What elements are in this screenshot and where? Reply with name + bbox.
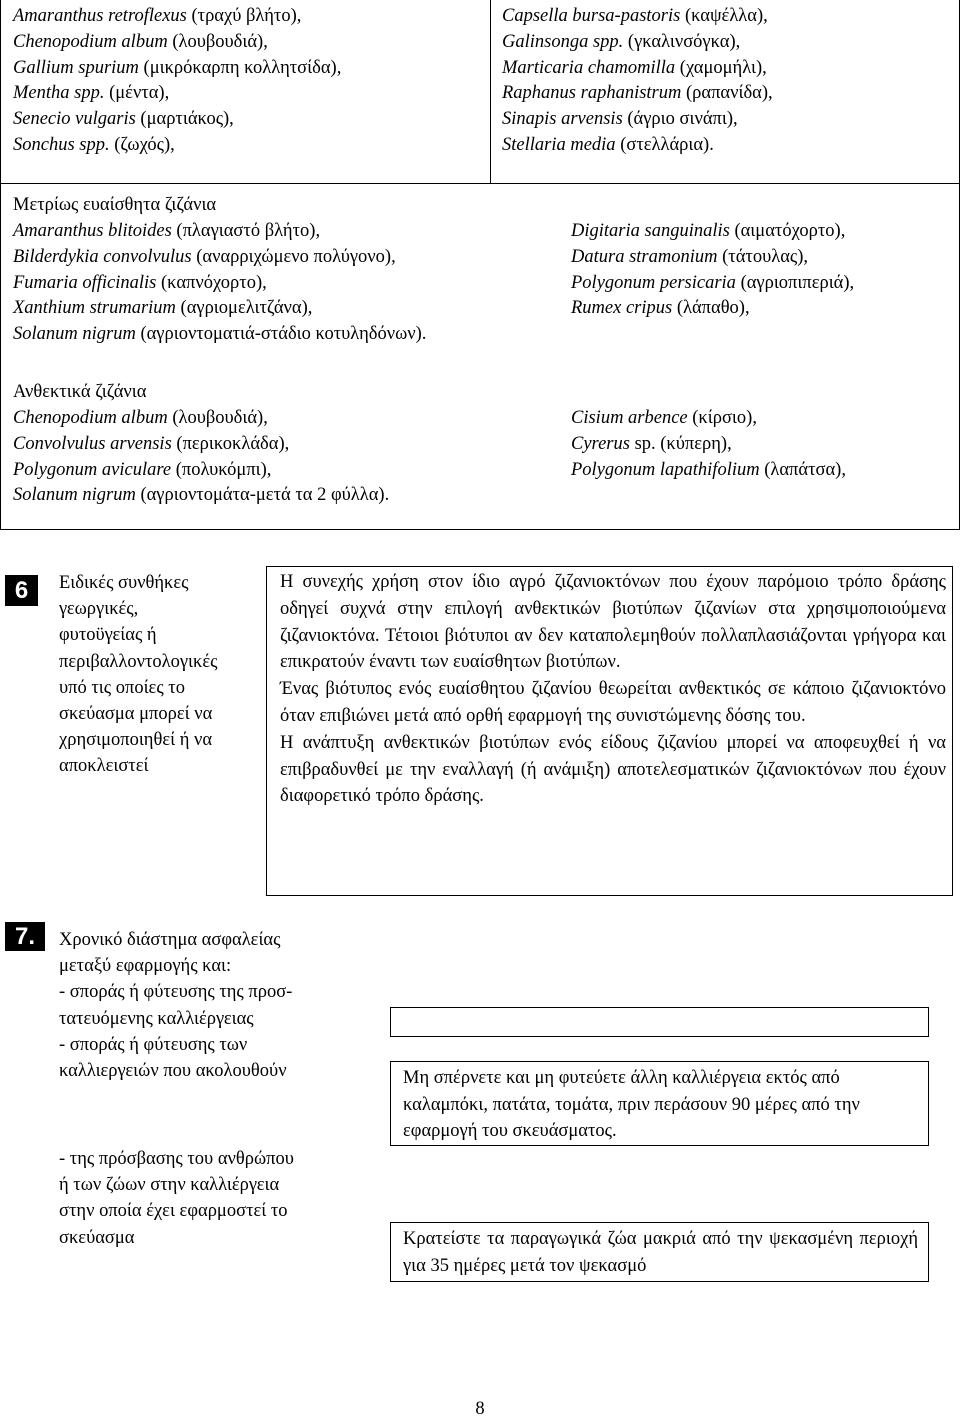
common-name: (αγριομελιτζάνα), — [175, 298, 313, 319]
section-number-6: 6 — [5, 575, 38, 606]
item7-label-line: - σποράς ή φύτευσης της προσ- — [59, 982, 293, 1003]
species-entry — [571, 271, 854, 297]
item7-label-line: τατευόμενης καλλιέργειας — [59, 1008, 254, 1029]
scientific-name: Amaranthus retroflexus — [13, 6, 187, 26]
species-entry — [502, 56, 773, 82]
common-name: (αιματόχορτο), — [729, 221, 846, 241]
scientific-name: Fumaria officinalis — [13, 272, 157, 293]
item7-label-line: Χρονικό διάστημα ασφαλείας — [59, 930, 281, 950]
species-entry — [571, 432, 846, 458]
item7-label-line: σκεύασμα — [59, 1227, 135, 1248]
scientific-name: Raphanus raphanistrum — [502, 83, 682, 104]
scientific-name: Marticaria chamomilla — [502, 57, 676, 78]
species-entry — [13, 81, 341, 107]
item7-label-line: - σποράς ή φύτευσης των — [59, 1034, 248, 1055]
item6-label-line: γεωργικές, — [59, 599, 139, 620]
common-name: sp. (κύπερη), — [629, 433, 732, 454]
scientific-name: Capsella bursa-pastoris — [502, 6, 681, 26]
item7-access-text: Κρατείστε τα παραγωγικά ζώα μακριά από την ψεκασμένη περιοχή για 35 ημέρες μετά τον ψεκασμό — [403, 1229, 918, 1276]
species-entry — [13, 296, 426, 322]
scientific-name: Bilderdykia convolvulus — [13, 246, 192, 267]
species-entry — [13, 458, 389, 484]
scientific-name: Chenopodium album — [13, 31, 168, 52]
common-name: (καψέλλα), — [680, 6, 768, 26]
species-entry — [13, 219, 426, 245]
species-entry — [13, 56, 341, 82]
resistant-weeds-left-list — [13, 406, 389, 509]
scientific-name: Stellaria media — [502, 134, 616, 155]
scientific-name: Convolvulus arvensis — [13, 433, 172, 454]
common-name: (μέντα), — [104, 83, 170, 104]
item7-label-line: - της πρόσβασης του ανθρώπου — [59, 1149, 294, 1169]
scientific-name: Sinapis arvensis — [502, 109, 623, 130]
item7-label-line: καλλιεργειών που ακολουθούν — [59, 1061, 287, 1082]
item6-paragraph-1: Η συνεχής χρήση στον ίδιο αγρό ζιζανιοκτόνων που έχουν παρόμοιο τρόπο δράσης οδηγεί συχνά στην επιλογή ανθεκτικών βιοτύπων ζιζανίων στα χρησιμοποιούμενα ζιζανιοκτόνα. Τέτοιοι βιότυποι αν δεν καταπολεμηθούν πολλαπλασιάζονται γρήγορα και επικρατούν έναντι των ευαίσθητων βιοτύπων. — [280, 572, 946, 673]
scientific-name: Datura stramonium — [571, 246, 718, 267]
species-entry — [13, 107, 341, 133]
scientific-name: Polygonum persicaria — [571, 272, 736, 293]
species-entry — [13, 483, 389, 509]
item7-label-line: ή των ζώων στην καλλιέργεια — [59, 1175, 280, 1196]
common-name: (γκαλινσόγκα), — [623, 31, 741, 52]
scientific-name: Sonchus spp. — [13, 134, 110, 155]
sensitive-weeds-left-list — [13, 4, 341, 159]
common-name: (τάτουλας), — [717, 246, 809, 267]
species-entry — [571, 219, 854, 245]
item7-label-part-b — [59, 1146, 294, 1251]
item7-label-line: μεταξύ εφαρμογής και: — [59, 956, 232, 977]
item6-label-line: Ειδικές συνθήκες — [59, 573, 189, 593]
common-name: (αναρριχώμενο πολύγονο), — [191, 246, 396, 267]
common-name: (μικρόκαρπη κολλητσίδα), — [138, 57, 342, 78]
common-name: (μαρτιάκος), — [135, 109, 234, 130]
scientific-name: Chenopodium album — [13, 408, 168, 428]
species-entry — [502, 4, 773, 30]
item6-label-line: περιβαλλοντολογικές — [59, 651, 218, 672]
item7-empty-box — [390, 1007, 929, 1037]
common-name: (λουβουδιά), — [167, 31, 268, 52]
scientific-name: Digitaria sanguinalis — [571, 221, 730, 241]
scientific-name: Senecio vulgaris — [13, 109, 136, 130]
species-entry — [502, 107, 773, 133]
common-name: (λάπαθο), — [672, 298, 750, 319]
item6-label-line: υπό τις οποίες το — [59, 677, 185, 698]
species-entry — [571, 296, 854, 322]
scientific-name: Cisium arbence — [571, 408, 688, 428]
item6-label-line: αποκλειστεί — [59, 756, 149, 777]
item7-following-crops-text: Μη σπέρνετε και μη φυτεύετε άλλη καλλιέργεια εκτός από καλαμπόκι, πατάτα, τομάτα, πριν περάσουν 90 μέρες από την εφαρμογή του σκευάσματος. — [403, 1068, 860, 1141]
section-number-7: 7. — [5, 922, 45, 951]
moderate-weeds-title: Μετρίως ευαίσθητα ζιζάνια — [13, 195, 217, 215]
scientific-name: Gallium spurium — [13, 57, 139, 78]
common-name: (αγριοντομάτα-μετά τα 2 φύλλα). — [135, 485, 390, 506]
scientific-name: Xanthium strumarium — [13, 298, 176, 319]
common-name: (τραχύ βλήτο), — [186, 6, 302, 26]
item6-label-line: φυτοϋγείας ή — [59, 625, 157, 646]
resistant-weeds-right-list — [571, 406, 846, 483]
item6-text-box — [266, 566, 953, 896]
scientific-name: Galinsonga spp. — [502, 31, 624, 52]
common-name: (λαπάτσα), — [759, 459, 846, 480]
item6-paragraph-3: Η ανάπτυξη ανθεκτικών βιοτύπων ενός είδους ζιζανίου μπορεί να αποφευχθεί ή να επιβραδυνθεί με την εναλλαγή (ή ανάμιξη) αποτελεσματικών ζιζανιοκτόνων που έχουν διαφορετικό τρόπο δράσης. — [280, 732, 946, 807]
common-name: (ζωχός), — [109, 134, 175, 155]
item6-label-line: χρησιμοποιηθεί ή να — [59, 730, 213, 751]
item6-paragraph-2: Ένας βιότυπος ενός ευαίσθητου ζιζανίου θεωρείται ανθεκτικός σε κάποιο ζιζανιοκτόνο όταν επιβιώνει μετά από ορθή εφαρμογή της συνιστώμενης δόσης του. — [280, 679, 946, 726]
item6-label — [59, 570, 217, 780]
item7-label-part-a — [59, 927, 292, 1084]
species-entry — [13, 432, 389, 458]
moderate-weeds-left-list — [13, 219, 426, 348]
item7-access-box — [390, 1222, 929, 1282]
species-entry — [502, 30, 773, 56]
table-row-divider — [0, 183, 960, 184]
scientific-name: Mentha spp. — [13, 83, 105, 104]
item7-label-line: στην οποία έχει εφαρμοστεί το — [59, 1201, 288, 1222]
common-name: (ραπανίδα), — [681, 83, 773, 104]
species-entry — [571, 458, 846, 484]
scientific-name: Rumex cripus — [571, 298, 673, 319]
common-name: (πολυκόμπι), — [171, 459, 272, 480]
species-entry — [13, 271, 426, 297]
scientific-name: Solanum nigrum — [13, 324, 136, 345]
species-entry — [571, 406, 846, 432]
resistant-weeds-title: Ανθεκτικά ζιζάνια — [13, 382, 147, 402]
moderate-weeds-right-list — [571, 219, 854, 322]
item7-following-crops-box — [390, 1061, 929, 1146]
sensitive-weeds-right-list — [502, 4, 773, 159]
common-name: (άγριο σινάπι), — [622, 109, 738, 130]
species-entry — [13, 322, 426, 348]
common-name: (κίρσιο), — [687, 408, 757, 428]
species-entry — [13, 245, 426, 271]
scientific-name: Solanum nigrum — [13, 485, 136, 506]
common-name: (καπνόχορτο), — [156, 272, 267, 293]
table-column-divider — [490, 0, 491, 183]
common-name: (αγριοπιπεριά), — [735, 272, 855, 293]
page-number: 8 — [475, 1399, 485, 1419]
species-entry — [502, 133, 773, 159]
scientific-name: Amaranthus blitoides — [13, 221, 172, 241]
item6-label-line: σκεύασμα μπορεί να — [59, 704, 213, 725]
common-name: (περικοκλάδα), — [171, 433, 290, 454]
scientific-name: Polygonum lapathifolium — [571, 459, 760, 480]
scientific-name: Polygonum aviculare — [13, 459, 172, 480]
scientific-name: Cyrerus — [571, 433, 630, 454]
species-entry — [502, 81, 773, 107]
common-name: (πλαγιαστό βλήτο), — [171, 221, 321, 241]
common-name: (στελλάρια). — [615, 134, 714, 155]
common-name: (χαμομήλι), — [675, 57, 767, 78]
species-entry — [13, 4, 341, 30]
common-name: (λουβουδιά), — [167, 408, 268, 428]
species-entry — [13, 406, 389, 432]
species-entry — [13, 30, 341, 56]
species-entry — [571, 245, 854, 271]
common-name: (αγριοντοματιά-στάδιο κοτυληδόνων). — [135, 324, 427, 345]
species-entry — [13, 133, 341, 159]
